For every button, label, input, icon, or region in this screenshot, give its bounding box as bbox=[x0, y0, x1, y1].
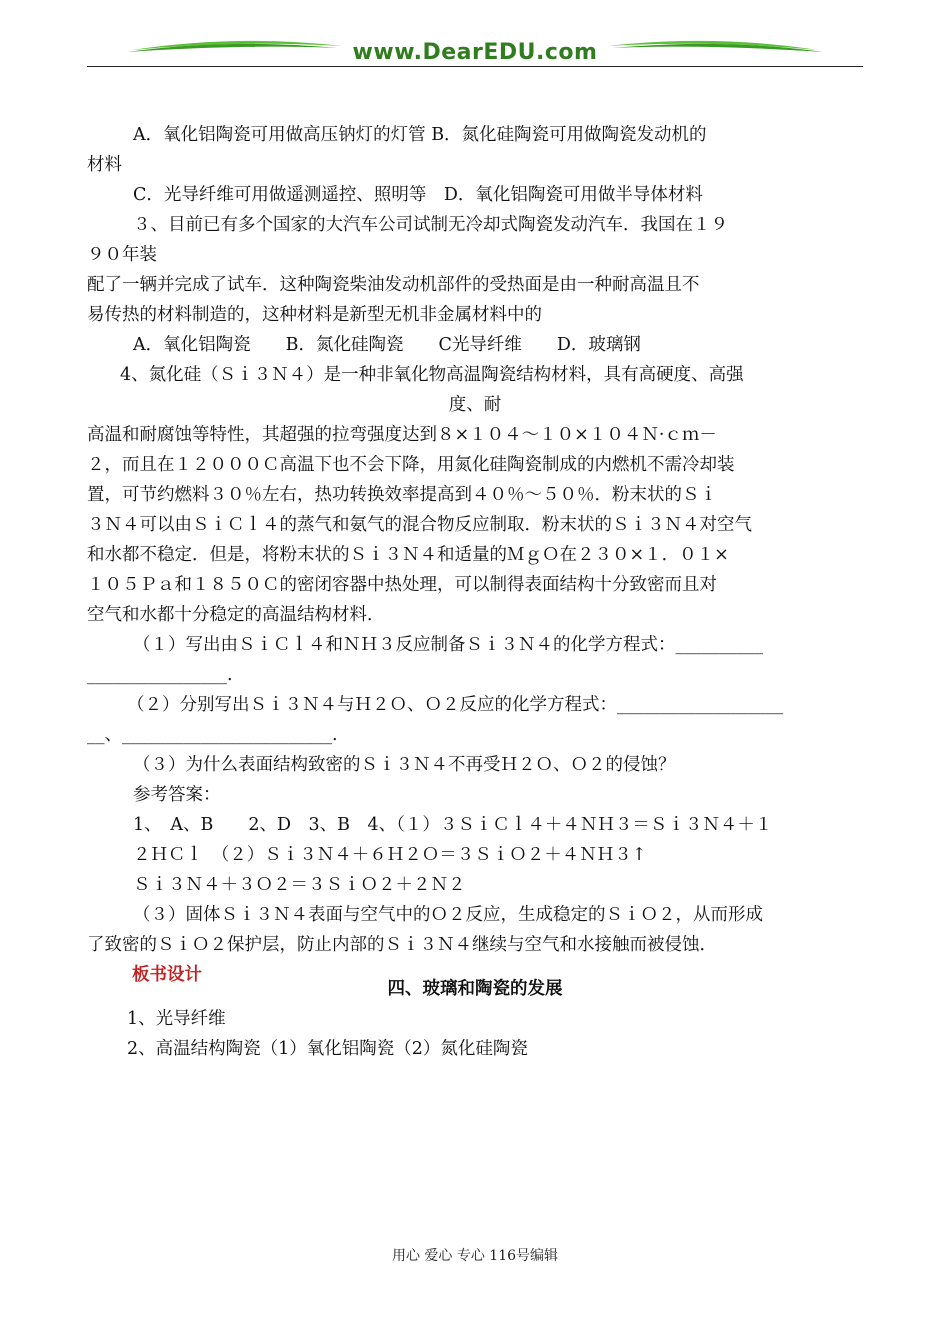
text-line: ９０年装 bbox=[87, 245, 157, 265]
text-line: ３、目前已有多个国家的大汽车公司试制无冷却式陶瓷发动汽车．我国在１９ bbox=[133, 215, 728, 235]
text-line: １０５Ｐａ和１８５０Ｃ的密闭容器中热处理，可以制得表面结构十分致密而且对 bbox=[87, 575, 717, 595]
answer-line: 1、 A、B 2、D 3、B 4、（１）３ＳｉＣｌ４＋４ＮＨ３＝Ｓｉ３Ｎ４＋１ bbox=[133, 815, 773, 835]
answer-line: ２ＨＣｌ （２）Ｓｉ３Ｎ４＋６Ｈ２Ｏ＝３ＳｉＯ２＋４ＮＨ３↑ bbox=[133, 845, 647, 865]
text-line: 4、氮化硅（Ｓｉ３Ｎ４）是一种非氧化物高温陶瓷结构材料，具有高硬度、高强 bbox=[120, 365, 744, 385]
text-line: A．氧化铝陶瓷可用做高压钠灯的灯管 B．氮化硅陶瓷可用做陶瓷发动机的 bbox=[133, 125, 707, 145]
board-design-row bbox=[87, 960, 863, 999]
text-line: ２，而且在１２０００Ｃ高温下也不会下降，用氮化硅陶瓷制成的内燃机不需冷却装 bbox=[87, 455, 735, 475]
header-banner bbox=[87, 30, 863, 70]
reference-answer-heading: 参考答案： bbox=[133, 785, 221, 805]
question-1-line: （１）写出由ＳｉＣｌ４和ＮＨ３反应制备Ｓｉ３Ｎ４的化学方程式：__________ bbox=[133, 635, 763, 655]
answer-line: 了致密的ＳｉＯ２保护层，防止内部的Ｓｉ３Ｎ４继续与空气和水接触而被侵蚀． bbox=[87, 935, 717, 955]
text-line: 和水都不稳定．但是，将粉末状的Ｓｉ３Ｎ４和适量的ＭｇＯ在２３０×１．０１× bbox=[87, 545, 729, 565]
text-line: ３Ｎ４可以由ＳｉＣｌ４的蒸气和氨气的混合物反应制取．粉末状的Ｓｉ３Ｎ４对空气 bbox=[87, 515, 752, 535]
text-line: 材料 bbox=[87, 155, 122, 175]
text-line: A．氧化铝陶瓷 B．氮化硅陶瓷 C光导纤维 D．玻璃钢 bbox=[133, 335, 641, 355]
text-line: 置，可节约燃料３０％左右，热功转换效率提高到４０％～５０％．粉末状的Ｓｉ bbox=[87, 485, 717, 505]
text-line: 高温和耐腐蚀等特性，其超强的拉弯强度达到８×１０４～１０×１０４Ｎ·ｃｍ－ bbox=[87, 425, 717, 445]
question-2-line: （２）分别写出Ｓｉ３Ｎ４与Ｈ２Ｏ、Ｏ２反应的化学方程式：___________________ bbox=[127, 695, 784, 715]
board-design-label: 板书设计 bbox=[132, 965, 202, 985]
board-item: 2、高温结构陶瓷（1）氧化铝陶瓷（2）氮化硅陶瓷 bbox=[127, 1039, 528, 1059]
board-item: 1、光导纤维 bbox=[127, 1009, 226, 1029]
text-line: 易传热的材料制造的，这种材料是新型无机非金属材料中的 bbox=[87, 305, 542, 325]
document-body bbox=[87, 120, 863, 1064]
site-logo-text[interactable]: www.DearEDU.com bbox=[352, 40, 598, 65]
answer-blank-line: __、________________________. bbox=[87, 725, 338, 745]
text-line: C．光导纤维可用做遥测遥控、照明等 D．氧化铝陶瓷可用做半导体材料 bbox=[133, 185, 703, 205]
answer-line: （３）固体Ｓｉ３Ｎ４表面与空气中的Ｏ２反应，生成稳定的ＳｉＯ２，从而形成 bbox=[133, 905, 763, 925]
page-footer: 用心 爱心 专心 116号编辑 bbox=[391, 1248, 559, 1264]
text-line: 空气和水都十分稳定的高温结构材料． bbox=[87, 605, 385, 625]
answer-line: Ｓｉ３Ｎ４＋３Ｏ２＝３ＳｉＯ２＋２Ｎ２ bbox=[133, 875, 466, 895]
answer-blank-line: ________________. bbox=[87, 665, 233, 685]
question-3-line: （３）为什么表面结构致密的Ｓｉ３Ｎ４不再受Ｈ２Ｏ、Ｏ２的侵蚀？ bbox=[133, 755, 676, 775]
header-divider bbox=[87, 66, 863, 67]
text-line: 配了一辆并完成了试车．这种陶瓷柴油发动机部件的受热面是由一种耐高温且不 bbox=[87, 275, 700, 295]
board-design-title: 四、玻璃和陶瓷的发展 bbox=[387, 979, 563, 999]
text-line: 度、耐 bbox=[448, 395, 502, 415]
